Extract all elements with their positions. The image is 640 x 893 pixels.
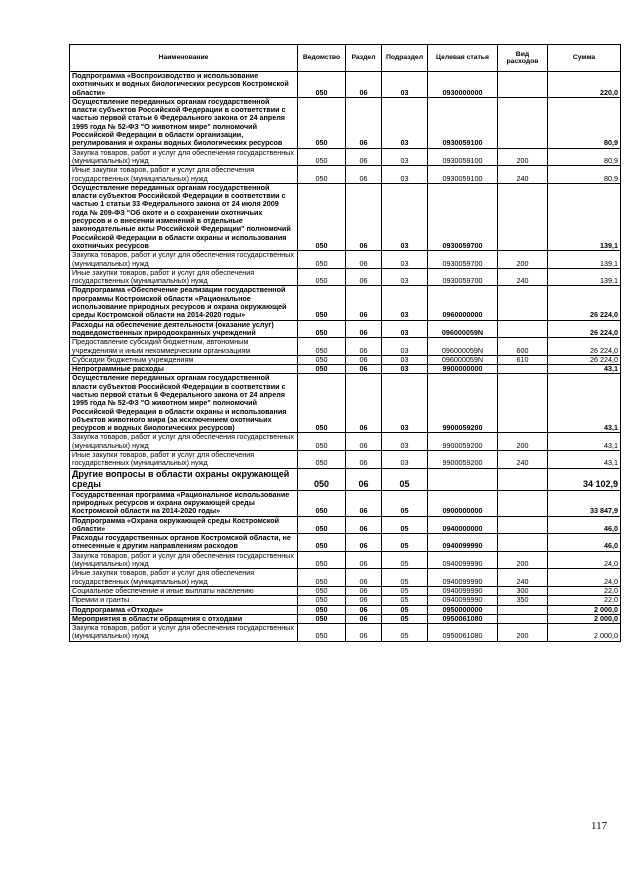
table-row: [70, 624, 621, 642]
row-name: Расходы государственных органов Костромской области, не отнесенные к другим направлениям расходов: [70, 534, 298, 552]
row-department: 050: [298, 451, 346, 469]
row-target-article: 0930059700: [428, 268, 498, 286]
row-section: 06: [346, 148, 382, 166]
table-row: [70, 374, 621, 433]
table-header-row: [70, 45, 621, 72]
row-sum: 26 224,0: [548, 338, 621, 356]
row-sum: 80,9: [548, 148, 621, 166]
row-expense-type: 200: [498, 624, 548, 642]
row-expense-type: [498, 97, 548, 148]
row-name: Государственная программа «Рациональное использование природных ресурсов и охрана окружающей среды Костромской области на 2014-2020 годы»: [70, 490, 298, 516]
table-body: [70, 72, 621, 642]
row-name: Подпрограмма «Отходы»: [70, 605, 298, 614]
row-sum: 43,1: [548, 365, 621, 374]
row-target-article: 0930059700: [428, 251, 498, 269]
header-sum: Сумма: [548, 45, 621, 72]
table-row: [70, 72, 621, 98]
row-department: 050: [298, 355, 346, 364]
table-row: [70, 320, 621, 338]
row-sum: 2 000,0: [548, 614, 621, 623]
row-subsection: 03: [382, 355, 428, 364]
row-subsection: 03: [382, 251, 428, 269]
row-subsection: 03: [382, 97, 428, 148]
row-section: 06: [346, 268, 382, 286]
row-department: 050: [298, 338, 346, 356]
row-subsection: 03: [382, 286, 428, 320]
table-row: [70, 268, 621, 286]
row-subsection: 03: [382, 148, 428, 166]
row-department: 050: [298, 251, 346, 269]
row-subsection: 05: [382, 516, 428, 534]
row-target-article: 0950061080: [428, 624, 498, 642]
row-department: 050: [298, 148, 346, 166]
row-expense-type: 350: [498, 596, 548, 605]
row-expense-type: 200: [498, 551, 548, 569]
row-subsection: 05: [382, 605, 428, 614]
row-subsection: 05: [382, 468, 428, 490]
row-expense-type: [498, 534, 548, 552]
row-section: 06: [346, 586, 382, 595]
row-expense-type: [498, 374, 548, 433]
row-expense-type: [498, 605, 548, 614]
row-section: 06: [346, 451, 382, 469]
row-expense-type: 200: [498, 433, 548, 451]
table-row: [70, 490, 621, 516]
header-name: Наименование: [70, 45, 298, 72]
row-subsection: 03: [382, 365, 428, 374]
header-subsection: Подраздел: [382, 45, 428, 72]
row-name: Осуществление переданных органам государственной власти субъектов Российской Федерации в соответствии с частью первой статьи 6 Федерального закона от 24 апреля 1995 года № 52-ФЗ "О животном мире" полномочий Российской Федерации в области охраны и использования объектов животного мира (за исключением охотничьих ресурсов и водных биологических ресурсов): [70, 374, 298, 433]
table-row: [70, 451, 621, 469]
row-department: 050: [298, 286, 346, 320]
row-expense-type: [498, 516, 548, 534]
row-name: Осуществление переданных органам государственной власти субъектов Российской Федерации в соответствии с частью 1 статьи 33 Федерального закона от 24 июля 2009 года № 209-ФЗ "Об охоте и о сохранении охотничьих ресурсов и о внесении изменений в отдельные законодательные акты Российской Федерации" полномочий Российской Федерации в области охраны и использования охотничьих ресурсов: [70, 183, 298, 250]
row-sum: 139,1: [548, 183, 621, 250]
row-expense-type: [498, 614, 548, 623]
row-target-article: 0940099990: [428, 551, 498, 569]
row-sum: 139,1: [548, 268, 621, 286]
table-row: [70, 586, 621, 595]
row-name: Мероприятия в области обращения с отходами: [70, 614, 298, 623]
row-sum: 26 224,0: [548, 320, 621, 338]
row-target-article: 0930059100: [428, 97, 498, 148]
row-subsection: 03: [382, 320, 428, 338]
row-expense-type: 240: [498, 451, 548, 469]
table-row: [70, 534, 621, 552]
row-expense-type: [498, 72, 548, 98]
row-name: Подпрограмма «Воспроизводство и использование охотничьих и водных биологических ресурсов Костромской области»: [70, 72, 298, 98]
row-name: Иные закупки товаров, работ и услуг для обеспечения государственных (муниципальных) нужд: [70, 451, 298, 469]
row-section: 06: [346, 614, 382, 623]
row-name: Иные закупки товаров, работ и услуг для обеспечения государственных (муниципальных) нужд: [70, 166, 298, 184]
table-row: [70, 551, 621, 569]
row-subsection: 05: [382, 551, 428, 569]
row-name: Расходы на обеспечение деятельности (оказание услуг) подведомственных природоохранных учреждений: [70, 320, 298, 338]
row-target-article: 096000059N: [428, 338, 498, 356]
row-department: 050: [298, 614, 346, 623]
row-expense-type: 610: [498, 355, 548, 364]
row-target-article: 9900059200: [428, 451, 498, 469]
budget-table: [69, 44, 621, 642]
row-section: 06: [346, 365, 382, 374]
row-name: Закупка товаров, работ и услуг для обеспечения государственных (муниципальных) нужд: [70, 433, 298, 451]
table-row: [70, 286, 621, 320]
table-row: [70, 516, 621, 534]
row-expense-type: 300: [498, 586, 548, 595]
row-subsection: 05: [382, 624, 428, 642]
table-row: [70, 614, 621, 623]
row-name: Предоставление субсидий бюджетным, автономным учреждениям и иным некоммерческим организациям: [70, 338, 298, 356]
row-section: 06: [346, 624, 382, 642]
row-section: 06: [346, 534, 382, 552]
row-section: 06: [346, 551, 382, 569]
row-target-article: 0930059100: [428, 148, 498, 166]
row-subsection: 05: [382, 586, 428, 595]
row-section: 06: [346, 97, 382, 148]
row-expense-type: 240: [498, 569, 548, 587]
row-department: 050: [298, 468, 346, 490]
header-department: Ведомство: [298, 45, 346, 72]
header-section: Раздел: [346, 45, 382, 72]
row-expense-type: [498, 365, 548, 374]
row-section: 06: [346, 468, 382, 490]
row-target-article: 9900059200: [428, 374, 498, 433]
row-department: 050: [298, 268, 346, 286]
row-subsection: 03: [382, 451, 428, 469]
row-name: Закупка товаров, работ и услуг для обеспечения государственных (муниципальных) нужд: [70, 624, 298, 642]
table-row: [70, 355, 621, 364]
row-name: Подпрограмма «Обеспечение реализации государственной программы Костромской области «Рациональное использование природных ресурсов и охрана окружающей среды Костромской области на 2014-2020 годы»: [70, 286, 298, 320]
row-subsection: 03: [382, 374, 428, 433]
row-subsection: 05: [382, 534, 428, 552]
row-section: 06: [346, 490, 382, 516]
row-subsection: 05: [382, 490, 428, 516]
row-expense-type: [498, 286, 548, 320]
row-department: 050: [298, 72, 346, 98]
row-section: 06: [346, 320, 382, 338]
row-target-article: 0940099990: [428, 586, 498, 595]
row-target-article: 096000059N: [428, 320, 498, 338]
row-expense-type: 600: [498, 338, 548, 356]
row-name: Иные закупки товаров, работ и услуг для обеспечения государственных (муниципальных) нужд: [70, 569, 298, 587]
row-section: 06: [346, 286, 382, 320]
row-sum: 43,1: [548, 433, 621, 451]
row-subsection: 03: [382, 268, 428, 286]
row-department: 050: [298, 433, 346, 451]
row-name: Непрограммные расходы: [70, 365, 298, 374]
page-number: 117: [591, 820, 608, 832]
table-row: [70, 97, 621, 148]
row-section: 06: [346, 605, 382, 614]
row-target-article: 0930000000: [428, 72, 498, 98]
row-name: Социальное обеспечение и иные выплаты населению: [70, 586, 298, 595]
row-section: 06: [346, 596, 382, 605]
budget-sheet: [69, 44, 620, 642]
row-subsection: 03: [382, 433, 428, 451]
table-row: [70, 251, 621, 269]
row-subsection: 03: [382, 166, 428, 184]
row-name: Другие вопросы в области охраны окружающей среды: [70, 468, 298, 490]
row-sum: 2 000,0: [548, 605, 621, 614]
row-section: 06: [346, 569, 382, 587]
row-expense-type: [498, 320, 548, 338]
row-name: Осуществление переданных органам государственной власти субъектов Российской Федерации в соответствии с частью первой статьи 6 Федерального закона от 24 апреля 1995 года № 52-ФЗ "О животном мире" полномочий Российской Федерации в области организации, регулирования и охраны водных биологических ресурсов: [70, 97, 298, 148]
row-sum: 46,0: [548, 534, 621, 552]
table-row: [70, 183, 621, 250]
row-name: Закупка товаров, работ и услуг для обеспечения государственных (муниципальных) нужд: [70, 148, 298, 166]
row-sum: 22,0: [548, 586, 621, 595]
row-expense-type: [498, 490, 548, 516]
table-row: [70, 605, 621, 614]
row-name: Субсидии бюджетным учреждениям: [70, 355, 298, 364]
row-target-article: [428, 468, 498, 490]
row-subsection: 05: [382, 596, 428, 605]
row-target-article: 0940099990: [428, 569, 498, 587]
row-department: 050: [298, 624, 346, 642]
table-row: [70, 596, 621, 605]
row-expense-type: 200: [498, 148, 548, 166]
row-target-article: 0940099990: [428, 596, 498, 605]
row-section: 06: [346, 355, 382, 364]
row-target-article: 0950000000: [428, 605, 498, 614]
row-expense-type: [498, 183, 548, 250]
row-department: 050: [298, 320, 346, 338]
row-section: 06: [346, 251, 382, 269]
row-department: 050: [298, 596, 346, 605]
row-target-article: 9900000000: [428, 365, 498, 374]
row-sum: 80,9: [548, 166, 621, 184]
row-target-article: 0900000000: [428, 490, 498, 516]
row-section: 06: [346, 166, 382, 184]
row-sum: 24,0: [548, 551, 621, 569]
table-row: [70, 468, 621, 490]
row-department: 050: [298, 534, 346, 552]
row-department: 050: [298, 605, 346, 614]
row-expense-type: [498, 468, 548, 490]
row-sum: 22,0: [548, 596, 621, 605]
row-name: Закупка товаров, работ и услуг для обеспечения государственных (муниципальных) нужд: [70, 551, 298, 569]
row-section: 06: [346, 183, 382, 250]
row-target-article: 0960000000: [428, 286, 498, 320]
row-department: 050: [298, 516, 346, 534]
row-department: 050: [298, 490, 346, 516]
row-sum: 26 224,0: [548, 286, 621, 320]
header-expense-type: Вид расходов: [498, 45, 548, 72]
row-section: 06: [346, 338, 382, 356]
header-target-article: Целевая статья: [428, 45, 498, 72]
table-row: [70, 569, 621, 587]
row-sum: 220,0: [548, 72, 621, 98]
row-sum: 34 102,9: [548, 468, 621, 490]
row-department: 050: [298, 166, 346, 184]
row-sum: 139,1: [548, 251, 621, 269]
row-subsection: 03: [382, 338, 428, 356]
row-sum: 33 847,9: [548, 490, 621, 516]
row-department: 050: [298, 569, 346, 587]
row-target-article: 0940099990: [428, 534, 498, 552]
row-department: 050: [298, 97, 346, 148]
row-sum: 2 000,0: [548, 624, 621, 642]
table-row: [70, 148, 621, 166]
row-target-article: 0940000000: [428, 516, 498, 534]
row-target-article: 0930059700: [428, 183, 498, 250]
row-target-article: 0930059100: [428, 166, 498, 184]
row-section: 06: [346, 516, 382, 534]
row-sum: 24,0: [548, 569, 621, 587]
row-section: 06: [346, 72, 382, 98]
row-target-article: 0950061080: [428, 614, 498, 623]
row-sum: 43,1: [548, 374, 621, 433]
row-expense-type: 240: [498, 268, 548, 286]
row-sum: 80,9: [548, 97, 621, 148]
row-sum: 26 224,0: [548, 355, 621, 364]
row-name: Иные закупки товаров, работ и услуг для обеспечения государственных (муниципальных) нужд: [70, 268, 298, 286]
row-expense-type: 240: [498, 166, 548, 184]
row-subsection: 03: [382, 72, 428, 98]
row-department: 050: [298, 365, 346, 374]
table-row: [70, 166, 621, 184]
row-subsection: 03: [382, 183, 428, 250]
row-target-article: 9900059200: [428, 433, 498, 451]
row-section: 06: [346, 374, 382, 433]
row-name: Закупка товаров, работ и услуг для обеспечения государственных (муниципальных) нужд: [70, 251, 298, 269]
row-section: 06: [346, 433, 382, 451]
row-expense-type: 200: [498, 251, 548, 269]
row-sum: 43,1: [548, 451, 621, 469]
row-name: Подпрограмма «Охрана окружающей среды Костромской области»: [70, 516, 298, 534]
table-row: [70, 365, 621, 374]
table-row: [70, 338, 621, 356]
row-subsection: 05: [382, 569, 428, 587]
row-department: 050: [298, 183, 346, 250]
row-department: 050: [298, 374, 346, 433]
row-name: Премии и гранты: [70, 596, 298, 605]
row-sum: 46,0: [548, 516, 621, 534]
row-subsection: 05: [382, 614, 428, 623]
table-row: [70, 433, 621, 451]
row-department: 050: [298, 586, 346, 595]
row-department: 050: [298, 551, 346, 569]
row-target-article: 096000059N: [428, 355, 498, 364]
